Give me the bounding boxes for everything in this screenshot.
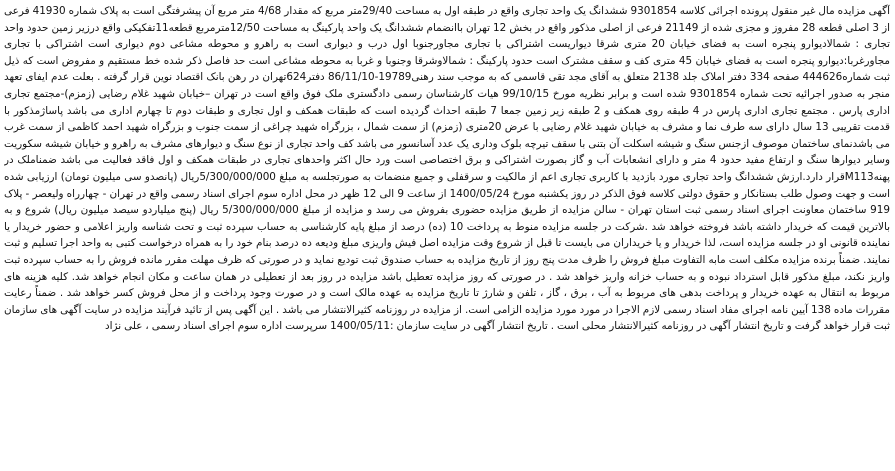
notice-body-text: آگهی مزایده مال غیر منقول پرونده اجرائی کلاسه 9301854 ششدانگ یک واحد تجاری واقع در طبقه اول به مساحت 29/40متر مربع که مقدار 4/68 متر مربع آن پیشرفتگی است به پلاک شماره 41930 فرعی از 3 اصلی قطعه 28 مفروز و مجزی شده از 21149 فرعی از اصلی مذکور واقع در بخش 12 تهران باانضمام ششدانگ یک واحد پارکینگ به مساحت 12/50مترمربع قطعه11تفکیکی واقع درزیر زمین حدود واحد تجاری : شمالادیوارو پنجره است به فضای خیابان 20 متری شرقا دیواریست اشتراکی با تجاری مجاورجنوبا اول درب و دیواری است به راهرو و محوطه مشاعی دوم دیواری است اشتراکی با تجاری مجاورغربا:دیوارو پنجره است به فضای خیابان 45 متری کف و سقف مشترک است حدود پارکینگ : شمالاوشرقا وجنوبا و غربا به محوطه مشاعی است حد فاصل ذکر شده خط مستقیم و مفروض است که ذیل ثبت شماره444626 صفحه 334 دفتر املاک جلد 2138 متعلق به آقای مجد تقی قاسمی که به موجب سند رهنی19789-86/11/10 دفتر624تهران در رهن بانک اقتصاد نوین قرار گرفته . بعلت عدم ایفای تعهد منجر به صدور اجرائیه تحت شماره 9301854 شده است و برابر نظریه مورخ 99/10/15 هیات کارشناسان رسمی دادگستری ملک فوق واقع است در تهران –خیابان شهید غلام رضایی (زمزم)-مجتمع تجاری اداری پارس . مجتمع تجاری اداری پارس در 4 طبقه روی همکف و 2 طبقه زیر زمین جمعا 7 طبقه احداث گردیده است که طبقات همکف و اول تجاری و طبقات دوم تا چهارم اداری می باشد پاساژمذکور با قدمت تقریبی 13 سال دارای سه طرف نما و مشرف به خیابان شهید غلام رضایی با عرض 20متری (زمزم) از سمت شمال ، بزرگراه شهید چراغی از سمت جنوب و بزرگراه شهید احمد کاظمی از سمت غرب می باشدنمای ساختمان موصوف ازجنس سنگ و شیشه اسکلت آن بتنی با سقف تیرچه بلوک وداری یک عدد آسانسور می باشد کف واحد تجاری از نوع سنگ و دیوارهای مشرف به راهرو و خیابان شیشه سکوریت وسایر دیوارها سنگ و ارتفاع مفید حدود 4 متر و دارای انشعابات آب و گاز بصورت اشتراکی و برق اختصاصی است ورد حال اکثر واحدهای تجاری در طبقات همکف و اول فاقد فعالیت می باشد ضمناملک در پهنهM113قرار دارد.ارزش ششدانگ واحد تجاری مورد بازدید با کاربری تجاری اعم از مالکیت و سرقفلی و جمیع منضمات به صورتجلسه به مبلغ 5/300/000/000ریال (پانصدو سی میلیون تومان) ارزیابی شده است و جهت وصول طلب بستانکار و حقوق دولتی کلاسه فوق الذکر در روز یکشنبه مورخ 1400/05/24 از ساعت 9 الی 12 ظهر در محل اداره سوم اجرای اسناد رسمی واقع در تهران - چهارراه ولیعصر - پلاک 919 ساختمان معاونت اجرای اسناد رسمی ثبت استان تهران - سالن مزایده از طریق مزایده حضوری بفروش می رسد و مزایده از مبلغ 5/300/000/000 ریال (پنج میلیاردو سیصد میلیون ریال) شروع و به بالاترین قیمت که خریدار داشته باشد فروخته خواهد شد .شرکت در جلسه مزایده منوط به پرداخت 10 (ده) درصد از مبلغ پایه کارشناسی به حساب سپرده ثبت و تحت شناسه واریز اعلامی و حضور خریدار یا نماینده قانونی او در جلسه مزایده است، لذا خریدار و یا خریداران می بایست تا قبل از شروع وقت مزایده اصل فیش واریزی مبلغ ودیعه ده درصد بنام خود را به همراه درخواست کتبی به واحد اجرا تسلیم و ثبت نمایند. ضمناً برنده مزایده مکلف است مابه التفاوت مبلغ فروش را ظرف مدت پنج روز از تاریخ مزایده به حساب صندوق ثبت تودیع نماید و در صورتی که ظرف مهلت مقرر مانده فروش را به حساب سپرده ثبت واریز نکند، مبلغ مذکور قابل استرداد نبوده و به حساب خزانه واریز خواهد شد . در صورتی که روز مزایده تعطیل باشد مزایده در روز بعد از تعطیلی در همان ساعت و مکان انجام خواهد شد. کلیه هزینه های مربوط به انتقال به عهده خریدار و پرداخت بدهی های مربوط به آب ، برق ، گاز ، تلفن و شارژ تا تاریخ مزایده به عهده مالک است و در صورت وجود پرداخت و از محل فروش کسر خواهد شد . ضمناً رعایت مقررات ماده 138 آیین نامه اجرای مفاد اسناد رسمی لازم الاجرا در مورد مورد مزایده الزامی است. از مزایده در روزنامه کثیرالانتشار می باشد . این آگهی پس از تائید فرآیند مزایده در سایت آگهی های سازمان ثبت قرار خواهد گرفت و تاریخ انتشار آگهی در روزنامه کثیرالانتشار محلی است . تاریخ انتشار آگهی در سایت سازمان :1400/05/11 سرپرست اداره سوم اجرای اسناد رسمی ، علی نژاد [4,5,890,333]
auction-notice-document [4,3,890,467]
